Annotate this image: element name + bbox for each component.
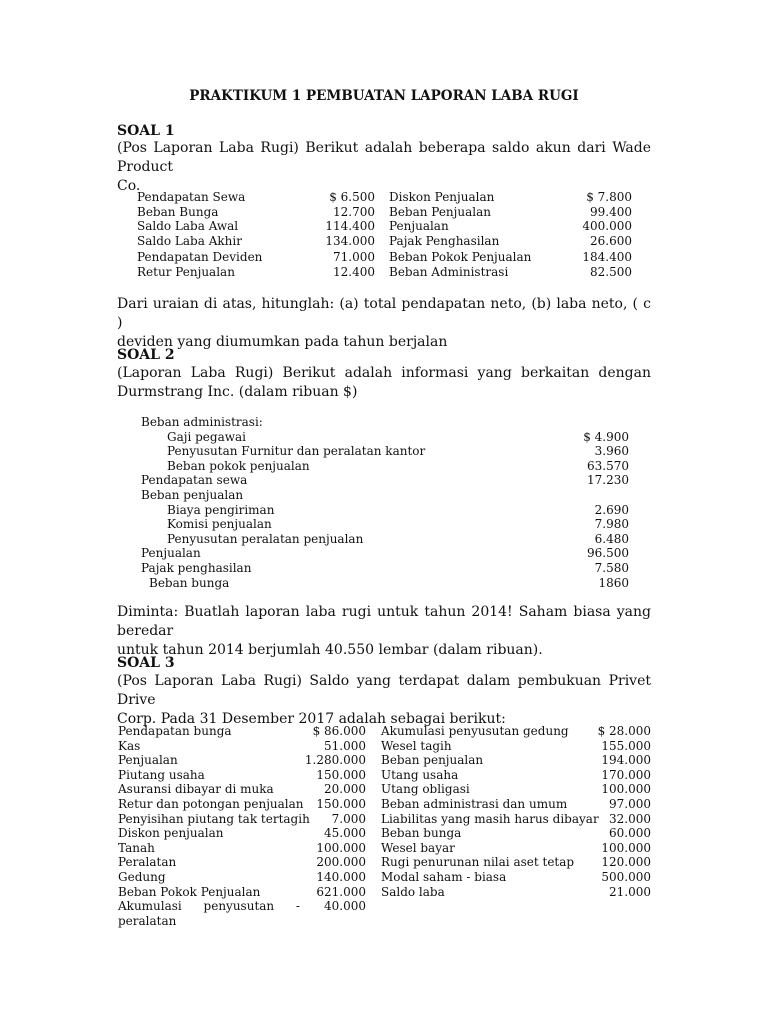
account-label-word: penyusutan — [203, 899, 275, 914]
account-value: 20.000 — [324, 782, 366, 797]
soal2-intro — [117, 364, 651, 402]
account-value: 82.500 — [590, 264, 632, 279]
table-row — [118, 899, 366, 928]
soal2-table — [141, 415, 629, 590]
account-value: 400.000 — [582, 219, 632, 234]
soal3-intro-line2: Corp. Pada 31 Desember 2017 adalah sebagai berikut: — [117, 711, 506, 727]
table-row — [389, 234, 632, 249]
table-row — [118, 855, 366, 870]
account-label: Saldo laba — [381, 884, 445, 899]
account-label: Beban administrasi dan umum — [381, 796, 568, 811]
table-row — [118, 739, 366, 754]
account-label: Utang obligasi — [381, 782, 470, 797]
account-label: Penjualan — [118, 753, 178, 768]
account-value: 17.230 — [587, 473, 629, 488]
account-label: Penjualan — [141, 546, 201, 561]
account-value: 155.000 — [601, 738, 651, 753]
account-label: Tanah — [118, 840, 155, 855]
table-row — [118, 768, 366, 783]
account-label: Asuransi dibayar di muka — [118, 782, 274, 797]
table-row — [389, 265, 632, 280]
account-label: Penjualan — [389, 219, 449, 234]
soal3-intro-line1: (Pos Laporan Laba Rugi) Saldo yang terdapat dalam pembukuan Privet Drive — [117, 673, 651, 708]
soal3-right-table — [381, 724, 651, 899]
account-value: 12.400 — [333, 264, 375, 279]
account-label-line2: peralatan — [118, 913, 177, 928]
account-value: 99.400 — [590, 204, 632, 219]
account-value: 1860 — [598, 575, 629, 590]
table-row — [381, 855, 651, 870]
soal1-left-table — [137, 190, 375, 280]
account-label: Beban penjualan — [381, 753, 484, 768]
account-value: $ 86.000 — [312, 724, 366, 738]
account-value: 150.000 — [316, 796, 366, 811]
account-value: 200.000 — [316, 855, 366, 870]
account-label: Beban administrasi: — [141, 415, 263, 429]
account-value: 170.000 — [601, 767, 651, 782]
account-value: 45.000 — [324, 826, 366, 841]
account-value: $ 7.800 — [586, 190, 632, 204]
account-label: Beban penjualan — [141, 487, 244, 502]
account-value: 150.000 — [316, 767, 366, 782]
account-value: 3.960 — [594, 444, 629, 459]
table-row — [141, 561, 629, 576]
soal1-intro-line1: (Pos Laporan Laba Rugi) Berikut adalah beberapa saldo akun dari Wade Product — [117, 140, 651, 175]
account-value: $ 6.500 — [329, 190, 375, 204]
account-label: Liabilitas yang masih harus dibayar — [381, 811, 599, 826]
table-row — [141, 546, 629, 561]
account-value: 12.700 — [333, 204, 375, 219]
soal2-question-line1: Diminta: Buatlah laporan laba rugi untuk tahun 2014! Saham biasa yang beredar — [117, 604, 651, 639]
account-value: 140.000 — [316, 869, 366, 884]
table-row — [381, 885, 651, 900]
account-label: Beban bunga — [381, 826, 462, 841]
account-label: Pendapatan Sewa — [137, 190, 246, 204]
account-label: Beban Administrasi — [389, 264, 509, 279]
soal2-intro-line1: (Laporan Laba Rugi) Berikut adalah informasi yang berkaitan dengan — [117, 365, 651, 381]
account-label: Wesel bayar — [381, 840, 455, 855]
account-label: Beban Pokok Penjualan — [118, 884, 261, 899]
table-row — [141, 430, 629, 445]
account-value: 184.400 — [582, 250, 632, 265]
account-label: Penyusutan peralatan penjualan — [167, 531, 364, 546]
account-value: $ 28.000 — [597, 724, 651, 738]
account-value: 500.000 — [601, 869, 651, 884]
account-value: 621.000 — [316, 884, 366, 899]
table-row — [381, 826, 651, 841]
table-row — [381, 768, 651, 783]
table-row — [118, 812, 366, 827]
table-row — [141, 473, 629, 488]
account-value: 63.570 — [587, 458, 629, 473]
account-label: Beban bunga — [149, 575, 230, 590]
account-label: Modal saham - biasa — [381, 869, 507, 884]
table-row — [389, 219, 632, 234]
account-label-word: - — [295, 899, 300, 914]
table-row — [381, 797, 651, 812]
soal2-intro-line2: Durmstrang Inc. (dalam ribuan $) — [117, 384, 358, 400]
account-label: Wesel tagih — [381, 738, 452, 753]
soal1-heading: SOAL 1 — [117, 123, 175, 139]
account-value: 32.000 — [609, 811, 651, 826]
table-row — [137, 205, 375, 220]
table-row — [389, 190, 632, 205]
account-value: 100.000 — [601, 840, 651, 855]
account-value: 134.000 — [325, 233, 375, 248]
account-label: Gedung — [118, 869, 166, 884]
account-label: Biaya pengiriman — [167, 502, 275, 517]
table-row — [141, 444, 629, 459]
table-row — [141, 517, 629, 532]
account-value: 2.690 — [594, 502, 629, 517]
table-row — [381, 870, 651, 885]
account-value: 114.400 — [325, 219, 375, 234]
table-row — [141, 488, 629, 503]
account-value: 51.000 — [324, 738, 366, 753]
table-row — [389, 250, 632, 265]
account-value: 7.000 — [331, 811, 366, 826]
account-label: Beban Penjualan — [389, 204, 491, 219]
account-label: Retur Penjualan — [137, 264, 235, 279]
account-value: $ 4.900 — [583, 429, 629, 444]
account-label: Beban Bunga — [137, 204, 219, 219]
account-label: Pendapatan Deviden — [137, 250, 263, 265]
account-label: Saldo Laba Akhir — [137, 233, 242, 248]
soal2-question-line2: untuk tahun 2014 berjumlah 40.550 lembar (dalam ribuan). — [117, 642, 543, 658]
table-row — [137, 250, 375, 265]
soal3-left-table — [118, 724, 366, 928]
table-row — [141, 415, 629, 430]
account-value: 1.280.000 — [304, 753, 366, 768]
account-label-line1 — [118, 899, 300, 914]
account-label: Penyisihan piutang tak tertagih — [118, 811, 310, 826]
table-row — [137, 219, 375, 234]
table-row — [141, 503, 629, 518]
account-label: Pendapatan sewa — [141, 473, 248, 488]
account-value: 100.000 — [601, 782, 651, 797]
table-row — [141, 532, 629, 547]
soal2-heading: SOAL 2 — [117, 347, 175, 363]
account-label: Saldo Laba Awal — [137, 219, 239, 234]
account-value: 96.500 — [587, 546, 629, 561]
account-label: Beban Pokok Penjualan — [389, 250, 532, 265]
account-label: Utang usaha — [381, 767, 459, 782]
account-label: Pajak penghasilan — [141, 560, 252, 575]
account-value: 100.000 — [316, 840, 366, 855]
table-row — [381, 782, 651, 797]
account-label: Retur dan potongan penjualan — [118, 796, 304, 811]
table-row — [137, 234, 375, 249]
account-value: 21.000 — [609, 884, 651, 899]
account-label: Akumulasi penyusutan gedung — [381, 724, 569, 738]
table-row — [118, 885, 366, 900]
table-row — [137, 265, 375, 280]
table-row — [141, 576, 629, 591]
table-row — [381, 724, 651, 739]
account-value: 60.000 — [609, 826, 651, 841]
account-label: Piutang usaha — [118, 767, 205, 782]
account-label: Peralatan — [118, 855, 177, 870]
account-value: 120.000 — [601, 855, 651, 870]
account-label: Pajak Penghasilan — [389, 233, 500, 248]
soal3-intro — [117, 672, 651, 729]
table-row — [118, 753, 366, 768]
table-row — [381, 841, 651, 856]
account-value: 194.000 — [601, 753, 651, 768]
table-row — [141, 459, 629, 474]
account-label: Kas — [118, 738, 141, 753]
table-row — [381, 753, 651, 768]
soal1-right-table — [389, 190, 632, 280]
account-label: Diskon penjualan — [118, 826, 224, 841]
soal1-question-line2: deviden yang diumumkan pada tahun berjalan — [117, 334, 448, 350]
soal1-question-line1: Dari uraian di atas, hitunglah: (a) total pendapatan neto, (b) laba neto, ( c ) — [117, 296, 651, 331]
page-title: PRAKTIKUM 1 PEMBUATAN LAPORAN LABA RUGI — [189, 88, 579, 104]
account-value: 97.000 — [609, 796, 651, 811]
account-value: 7.980 — [594, 517, 629, 532]
soal2-question — [117, 603, 651, 660]
account-label: Rugi penurunan nilai aset tetap — [381, 855, 575, 870]
table-row — [118, 841, 366, 856]
account-label-word: Akumulasi — [118, 899, 182, 914]
soal1-question — [117, 295, 651, 352]
account-value: 26.600 — [590, 233, 632, 248]
account-label: Diskon Penjualan — [389, 190, 495, 204]
account-label: Beban pokok penjualan — [167, 458, 310, 473]
table-row — [118, 826, 366, 841]
account-value: 6.480 — [594, 531, 629, 546]
table-row — [381, 739, 651, 754]
table-row — [137, 190, 375, 205]
table-row — [118, 870, 366, 885]
account-label: Pendapatan bunga — [118, 724, 232, 738]
account-label — [118, 899, 298, 928]
table-row — [118, 797, 366, 812]
account-label: Penyusutan Furnitur dan peralatan kantor — [167, 444, 426, 459]
account-value: 71.000 — [333, 250, 375, 265]
table-row — [381, 812, 651, 827]
account-value: 40.000 — [324, 899, 366, 914]
account-value: 7.580 — [594, 560, 629, 575]
table-row — [389, 205, 632, 220]
table-row — [118, 782, 366, 797]
soal3-heading: SOAL 3 — [117, 655, 175, 671]
account-label: Gaji pegawai — [167, 429, 246, 444]
soal1-intro-line2: Co. — [117, 178, 141, 194]
soal1-intro — [117, 139, 651, 196]
table-row — [118, 724, 366, 739]
account-label: Komisi penjualan — [167, 517, 272, 532]
